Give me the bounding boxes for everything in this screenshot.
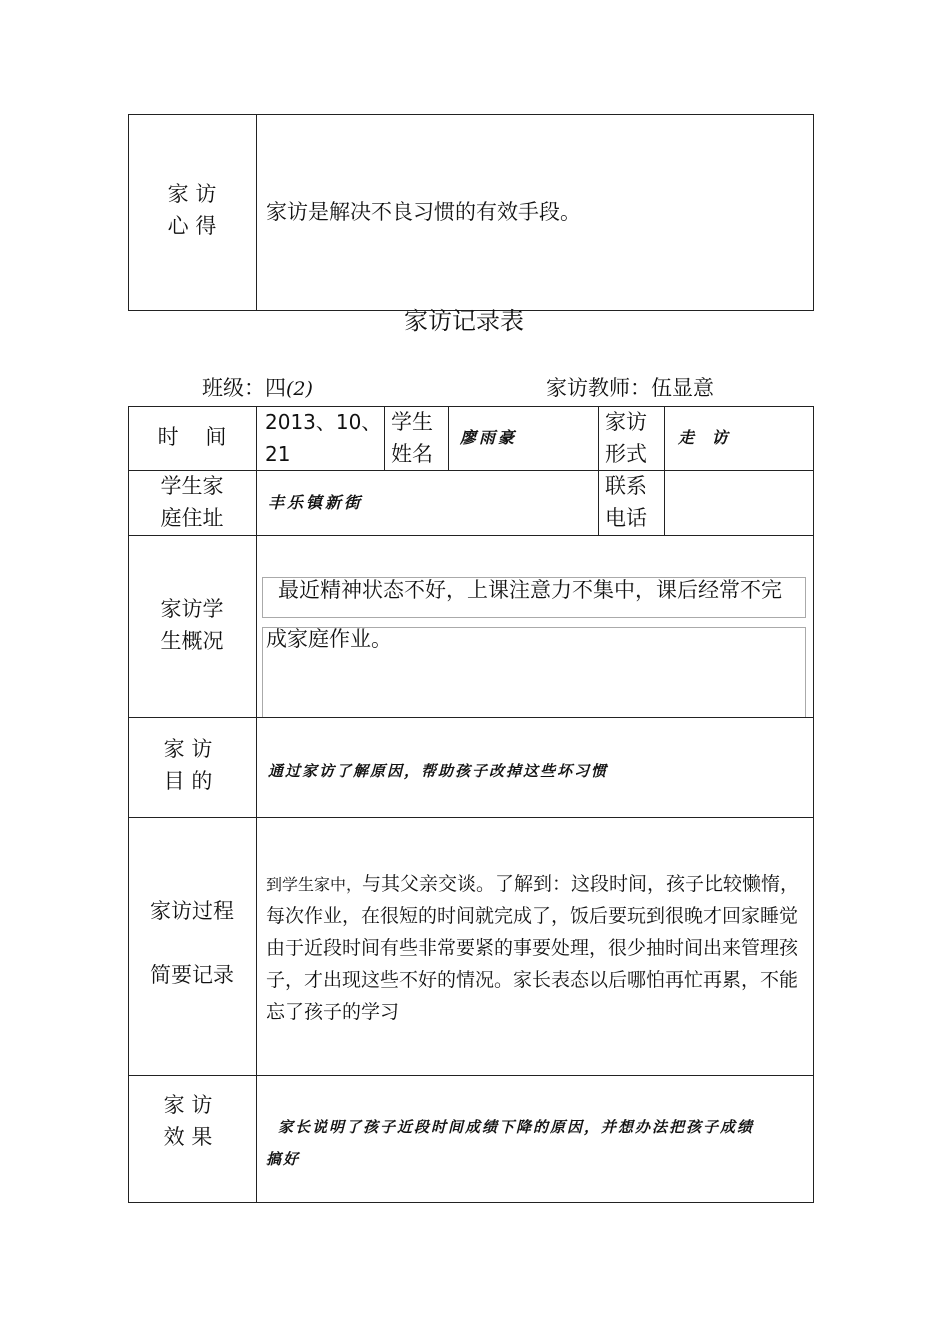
address-label-2: 庭住址 (160, 506, 224, 530)
process-line1-small: 到学生家中， (266, 875, 363, 894)
student-name-value: 廖雨豪 (460, 428, 518, 447)
top-table-divider (256, 114, 257, 311)
process-line2: 每次作业，在很短的时间就完成了，饭后要玩到很晚才回家睡觉 (266, 905, 799, 927)
phone-label-1: 联系 (605, 474, 647, 498)
label-column-divider (256, 406, 257, 1203)
class-field (202, 372, 313, 405)
process-line3: 由于近段时间有些非常要紧的事要处理，很少抽时间出来管理孩 (266, 937, 799, 959)
purpose-label-2: 目 的 (163, 769, 213, 793)
row1-divider-b (448, 406, 449, 470)
address-value: 丰乐镇新街 (268, 493, 364, 512)
overview-label-1: 家访学 (160, 597, 224, 621)
process-line4: 子，才出现这些不好的情况。家长表态以后哪怕再忙再累，不能 (266, 969, 799, 991)
student-name-label-2: 姓名 (391, 442, 433, 466)
effect-line1: 家长说明了孩子近段时间成绩下降的原因，并想办法把孩子成绩 (278, 1118, 755, 1136)
row12-divider-c (598, 406, 599, 535)
row-divider-5 (128, 1075, 814, 1076)
purpose-label-1: 家 访 (163, 737, 213, 761)
process-label-2: 简要记录 (150, 963, 234, 987)
top-content: 家访是解决不良习惯的有效手段。 (266, 200, 581, 224)
overview-label-2: 生概况 (160, 629, 224, 653)
process-line5: 忘了孩子的学习 (266, 1001, 400, 1023)
phone-label-2: 电话 (605, 506, 647, 530)
row12-divider-d (664, 406, 665, 535)
top-label-line2: 心 得 (167, 214, 217, 238)
date-line2: 21 (265, 442, 291, 466)
address-label-1: 学生家 (160, 474, 224, 498)
purpose-content: 通过家访了解原因，帮助孩子改掉这些坏习惯 (268, 762, 609, 780)
process-line1 (266, 868, 799, 901)
visit-form-label-1: 家访 (605, 410, 647, 434)
teacher-field: 家访教师：伍显意 (546, 376, 714, 400)
visit-form-label-2: 形式 (605, 442, 647, 466)
effect-line2: 搞好 (266, 1150, 301, 1168)
effect-label-1: 家 访 (163, 1093, 213, 1117)
row1-divider-a (384, 406, 385, 470)
effect-label-2: 效 果 (163, 1125, 213, 1149)
student-name-label-1: 学生 (391, 410, 433, 434)
visit-form-value: 走 访 (678, 428, 734, 447)
class-label: 班级：四 (202, 376, 286, 400)
row-divider-4 (128, 817, 814, 818)
process-line1-rest: 与其父亲交谈。了解到：这段时间，孩子比较懒惰， (362, 873, 800, 895)
row-divider-2 (128, 535, 814, 536)
class-suffix: (2) (286, 378, 313, 400)
date-line1: 2013、10、 (265, 410, 382, 434)
overview-line1: 最近精神状态不好，上课注意力不集中，课后经常不完 (278, 578, 782, 602)
top-label-line1: 家 访 (167, 182, 217, 206)
form-title: 家访记录表 (404, 307, 524, 335)
row-divider-3 (128, 717, 814, 718)
process-label-1: 家访过程 (150, 899, 234, 923)
time-label: 时 间 (157, 425, 227, 449)
overview-line2: 成家庭作业。 (266, 627, 392, 651)
